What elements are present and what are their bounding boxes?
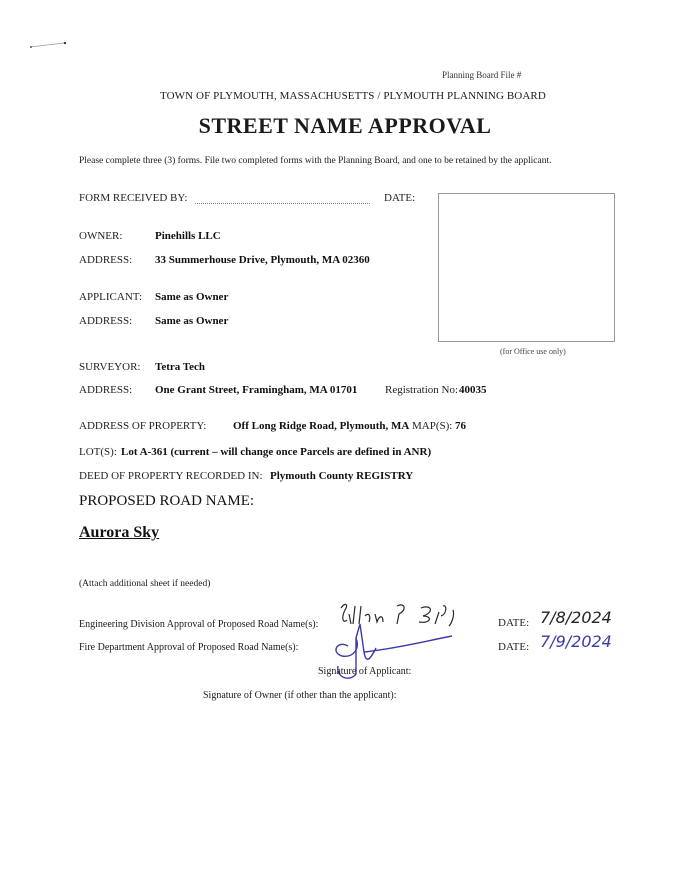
applicant-address-value: Same as Owner	[155, 315, 229, 327]
applicant-address-label: ADDRESS:	[79, 315, 133, 327]
surveyor-address-value: One Grant Street, Framingham, MA 01701	[155, 384, 358, 396]
form-received-label: FORM RECEIVED BY:	[79, 192, 188, 204]
attach-note: (Attach additional sheet if needed)	[79, 579, 211, 589]
map-label: MAP(S):	[412, 420, 453, 432]
office-use-box	[438, 193, 615, 342]
fire-approval-label: Fire Department Approval of Proposed Road Name(s):	[79, 642, 299, 653]
owner-address-label: ADDRESS:	[79, 254, 133, 266]
instructions: Please complete three (3) forms. File two completed forms with the Planning Board, and one to be retained by the applicant.	[79, 156, 552, 166]
registration-label: Registration No:	[385, 384, 459, 396]
applicant-label: APPLICANT:	[79, 291, 143, 303]
map-value: 76	[455, 420, 466, 432]
lot-value: Lot A-361 (current – will change once Parcels are defined in ANR)	[121, 446, 432, 458]
fire-date-label: DATE:	[498, 641, 530, 653]
owner-value: Pinehills LLC	[155, 230, 221, 242]
town-header: TOWN OF PLYMOUTH, MASSACHUSETTS / PLYMOUTH PLANNING BOARD	[160, 90, 546, 102]
applicant-value: Same as Owner	[155, 291, 229, 303]
surveyor-address-label: ADDRESS:	[79, 384, 133, 396]
proposed-road-name: Aurora Sky	[79, 524, 160, 541]
registration-value: 40035	[459, 384, 487, 396]
fire-date-value: 7/9/2024	[540, 632, 612, 651]
applicant-signature-label: Signature of Applicant:	[318, 666, 412, 677]
received-date-label: DATE:	[384, 192, 416, 204]
lot-label: LOT(S):	[79, 446, 117, 458]
planning-board-file-label: Planning Board File #	[442, 70, 522, 80]
deed-label: DEED OF PROPERTY RECORDED IN:	[79, 470, 263, 482]
engineering-date-value: 7/8/2024	[540, 608, 612, 627]
property-address-label: ADDRESS OF PROPERTY:	[79, 420, 207, 432]
property-address-value: Off Long Ridge Road, Plymouth, MA	[233, 420, 410, 432]
owner-signature-label: Signature of Owner (if other than the applicant):	[203, 690, 397, 701]
office-use-note: (for Office use only)	[500, 347, 566, 356]
scan-mark	[28, 42, 68, 48]
engineering-date-label: DATE:	[498, 617, 530, 629]
surveyor-label: SURVEYOR:	[79, 361, 141, 373]
deed-value: Plymouth County REGISTRY	[270, 470, 414, 482]
engineering-approval-label: Engineering Division Approval of Proposed Road Name(s):	[79, 619, 319, 630]
form-received-field[interactable]	[195, 203, 370, 204]
surveyor-value: Tetra Tech	[155, 361, 206, 373]
proposed-road-header: PROPOSED ROAD NAME:	[79, 493, 255, 509]
owner-address-value: 33 Summerhouse Drive, Plymouth, MA 02360	[155, 254, 370, 266]
owner-label: OWNER:	[79, 230, 123, 242]
fire-signature	[320, 618, 470, 688]
page-title: STREET NAME APPROVAL	[198, 113, 492, 138]
